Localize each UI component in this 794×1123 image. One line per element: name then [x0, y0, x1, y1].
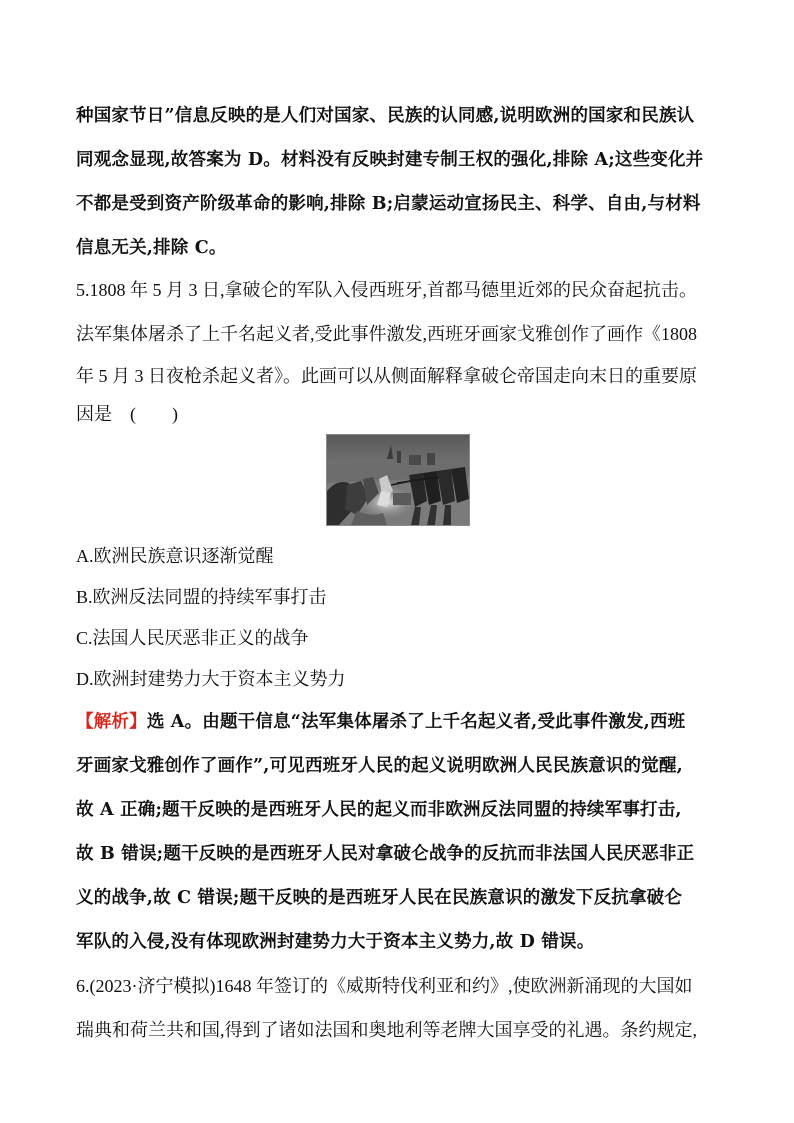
q5-option-a: A.欧洲民族意识逐渐觉醒: [76, 546, 274, 566]
prev-explanation-line-1: 种国家节日”信息反映的是人们对国家、民族的认同感,说明欧洲的国家和民族认: [76, 106, 695, 126]
q5-analysis-line-5: 义的战争,故 C 错误;题干反映的是西班牙人民在民族意识的激发下反抗拿破仑: [76, 888, 683, 908]
q5-analysis-line-1: [76, 710, 726, 734]
q5-stem-line-1: 5.1808 年 5 月 3 日,拿破仑的军队入侵西班牙,首都马德里近郊的民众奋起抗击。: [76, 280, 697, 300]
q6-stem-line-2: 瑞典和荷兰共和国,得到了诸如法国和奥地利等老牌大国享受的礼遇。条约规定,: [76, 1020, 697, 1040]
q5-stem-line-3: 年 5 月 3 日夜枪杀起义者》。此画可以从侧面解释拿破仑帝国走向末日的重要原: [76, 366, 697, 386]
q5-analysis-line-2: 牙画家戈雅创作了画作”,可见西班牙人民的起义说明欧洲人民民族意识的觉醒,: [76, 756, 683, 776]
goya-painting-image: [326, 434, 470, 526]
q5-option-c: C.法国人民厌恶非正义的战争: [76, 628, 309, 648]
q5-analysis-line-3: 故 A 正确;题干反映的是西班牙人民的起义而非欧洲反法同盟的持续军事打击,: [76, 800, 682, 820]
q5-analysis-line-4: 故 B 错误;题干反映的是西班牙人民对拿破仑战争的反抗而非法国人民厌恶非正: [76, 844, 695, 864]
analysis-first-text: 选 A。由题干信息“法军集体屠杀了上千名起义者,受此事件激发,西班: [146, 712, 686, 732]
q5-option-b: B.欧洲反法同盟的持续军事打击: [76, 587, 327, 607]
prev-explanation-line-2: 同观念显现,故答案为 D。材料没有反映封建专制王权的强化,排除 A;这些变化并: [76, 150, 704, 170]
q5-option-d: D.欧洲封建势力大于资本主义势力: [76, 669, 346, 689]
q5-stem-line-4: 因是 ( ): [76, 404, 178, 424]
analysis-tag: 【解析】: [76, 712, 147, 732]
q5-analysis-line-6: 军队的入侵,没有体现欧洲封建势力大于资本主义势力,故 D 错误。: [76, 932, 595, 952]
q5-stem-line-2: 法军集体屠杀了上千名起义者,受此事件激发,西班牙画家戈雅创作了画作《1808: [76, 324, 697, 344]
q6-stem-line-1: 6.(2023·济宁模拟)1648 年签订的《威斯特伐利亚和约》,使欧洲新涌现的大国如: [76, 976, 693, 996]
prev-explanation-line-4: 信息无关,排除 C。: [76, 238, 227, 258]
prev-explanation-line-3: 不都是受到资产阶级革命的影响,排除 B;启蒙运动宣扬民主、科学、自由,与材料: [76, 194, 701, 214]
